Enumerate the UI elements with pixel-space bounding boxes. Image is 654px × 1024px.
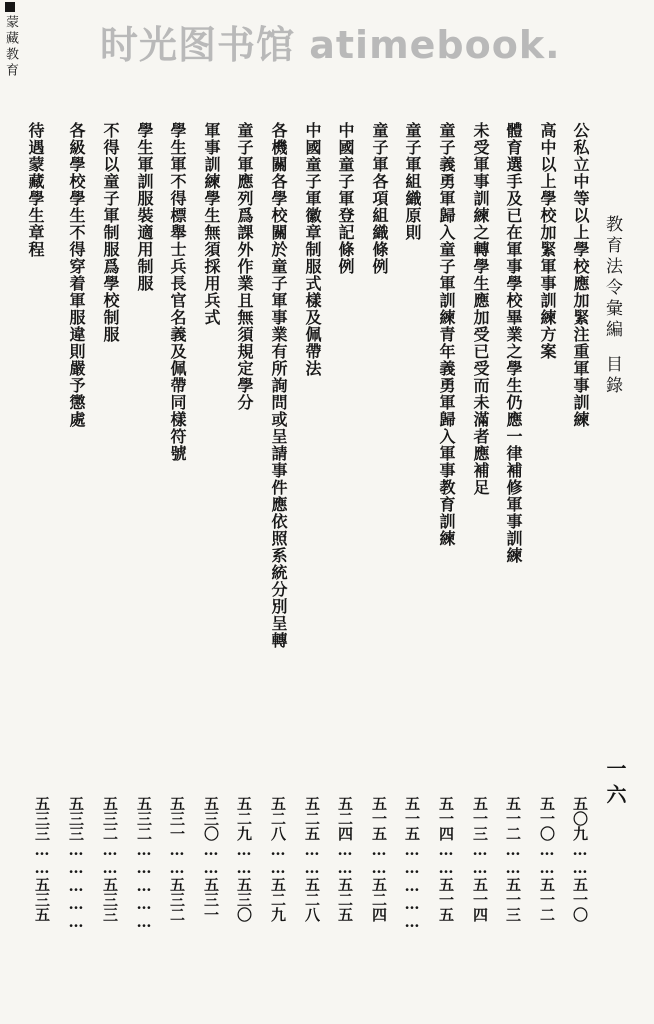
toc-entry-title: 童子義勇軍歸入童子軍訓練青年義勇軍歸入軍事教育訓練	[437, 122, 456, 547]
toc-entry-pages: 五二九……五三〇	[235, 796, 253, 922]
toc-entry-title: 學生軍不得標舉士兵長官名義及佩帶同樣符號	[168, 122, 187, 462]
toc-entry-pages: 五一二……五一三	[504, 796, 522, 922]
toc-entry-title: 高中以上學校加緊軍事訓練方案	[538, 122, 557, 360]
toc-entry-pages: 五一〇……五一二	[538, 796, 556, 922]
toc-entry-title: 童子軍組織原則	[403, 122, 422, 241]
section-label	[2, 2, 18, 79]
toc-entry-pages: 五三一……五三二	[168, 796, 186, 922]
toc-entry-pages: 五三〇……五三一	[202, 796, 220, 922]
toc-entry-title: 待遇蒙藏學生章程	[26, 122, 45, 258]
toc-entry-pages: 五二四……五二五	[336, 796, 354, 922]
toc-entry-pages: 五二八……五二九	[269, 796, 287, 922]
toc-entry-title: 學生軍訓服裝適用制服	[135, 122, 154, 292]
toc-entry-title: 未受軍事訓練之轉學生應加受已受而未滿者應補足	[471, 122, 490, 496]
toc-entry-title: 中國童子軍徽章制服式樣及佩帶法	[303, 122, 322, 377]
toc-entry-pages: 五二五……五二八	[303, 796, 321, 922]
toc-entry-title: 童子軍應列爲課外作業且無須規定學分	[235, 122, 254, 411]
section-label-text: 蒙藏教育	[3, 15, 18, 79]
toc-entry-title: 軍事訓練學生無須採用兵式	[202, 122, 221, 326]
toc-entry-title: 童子軍各項組織條例	[370, 122, 389, 275]
book-title: 教育法令彙編	[602, 215, 622, 341]
toc-entry-title: 各機關各學校關於童子軍事業有所詢問或呈請事件應依照系統分別呈轉	[269, 122, 288, 649]
toc-entry-title: 各級學校學生不得穿着軍服違則嚴予懲處	[67, 122, 86, 428]
toc-entry-title: 不得以童子軍制服爲學校制服	[101, 122, 120, 343]
section-title: 目錄	[602, 355, 622, 397]
square-icon	[5, 2, 15, 12]
toc-entry-pages: 五〇九……五一〇	[571, 796, 589, 922]
page-header	[602, 215, 622, 397]
watermark: 时光图书馆 atimebook.	[100, 23, 561, 67]
toc-entry-pages: 五一四……五一五	[437, 796, 455, 922]
toc-entry-title: 公私立中等以上學校應加緊注重軍事訓練	[571, 122, 590, 428]
toc-entry-pages: 五一五……………	[403, 796, 421, 931]
toc-entry-pages: 五三三……五三五	[33, 796, 51, 922]
toc-entry-pages: 五一三……五一四	[471, 796, 489, 922]
toc-entry-title: 體育選手及已在軍事學校畢業之學生仍應一律補修軍事訓練	[504, 122, 523, 564]
toc-entry-pages: 五三二……………	[135, 796, 153, 931]
page-number: 一六	[603, 758, 627, 810]
toc-entry-pages: 五三三……………	[67, 796, 85, 931]
toc-entry-pages: 五一五……五二四	[370, 796, 388, 922]
toc-entry-pages: 五三二……五三三	[101, 796, 119, 922]
toc-entry-title: 中國童子軍登記條例	[336, 122, 355, 275]
